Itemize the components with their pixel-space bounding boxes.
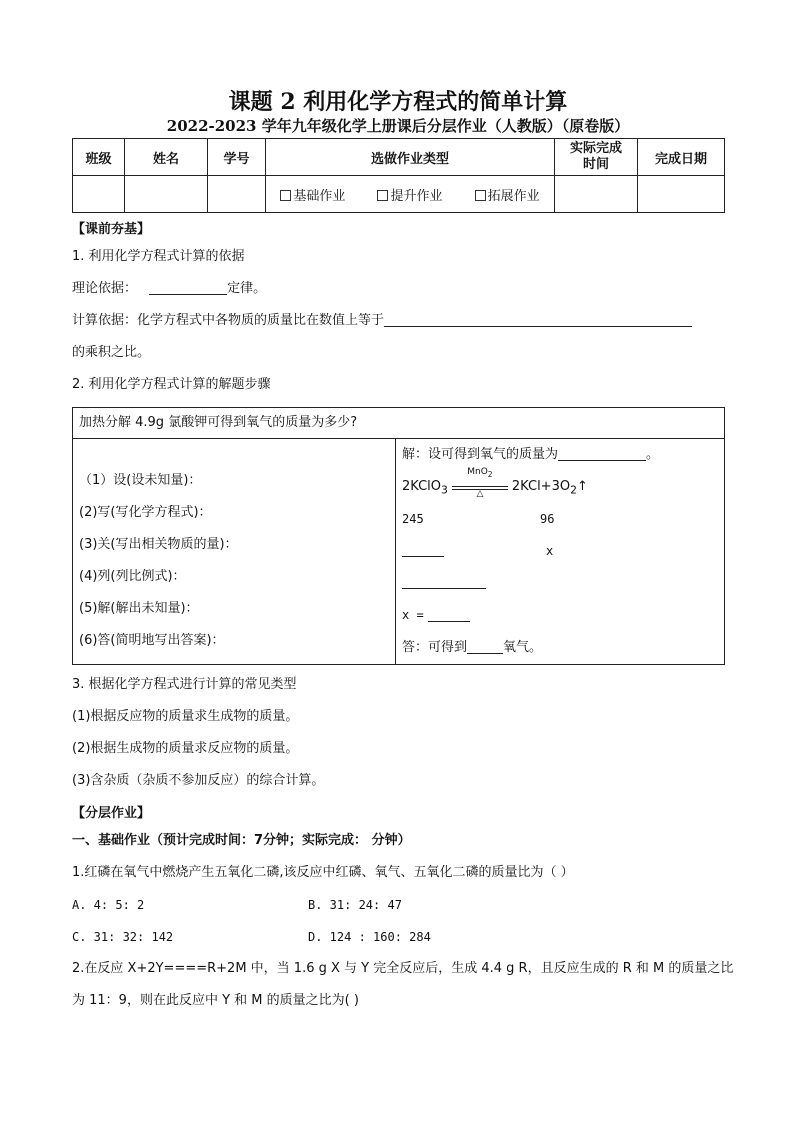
chemical-equation: 2KClO$_3$ MnO$_2$ △ $2KCl+3O_2↑$ [402, 466, 588, 499]
class-cell[interactable] [73, 176, 125, 213]
step-4: (4)列(列比例式)： [79, 569, 186, 584]
date-cell[interactable] [638, 176, 725, 213]
example-question: 加热分解 4.9g 氯酸钾可得到氧气的质量为多少? [73, 408, 725, 439]
basic-heading: 一、基础作业（预计完成时间：7分钟；实际完成： 分钟） [72, 833, 411, 848]
solve-row: x = [402, 599, 718, 632]
example-table [72, 407, 725, 665]
theory-suffix: 定律。 [227, 281, 267, 296]
item-1: 1. 利用化学方程式计算的依据 [72, 249, 245, 264]
solution-blank[interactable] [558, 444, 646, 461]
proportion-row [402, 567, 718, 599]
time-cell[interactable] [555, 176, 638, 213]
solution-intro: 解：设可得到氧气的质量为 。 [402, 439, 718, 471]
homework-heading: 【分层作业】 [72, 806, 151, 821]
heat-symbol: △ [476, 488, 484, 499]
theory-line [72, 273, 724, 305]
mass-row: 245 96 [402, 512, 555, 526]
q1-option-d[interactable]: D. 124 : 160: 284 [308, 930, 431, 944]
equals-line-top [452, 486, 508, 487]
page-subtitle: 2022-2023 学年九年级化学上册课后分层作业（人教版）（原卷版） [166, 117, 630, 135]
q1-options-row-1 [72, 889, 724, 921]
header-date: 完成日期 [638, 139, 725, 176]
answer-row: 答：可得到 氧气。 [402, 632, 718, 664]
item-3: 3. 根据化学方程式进行计算的常见类型 [72, 677, 297, 692]
relation-row: x [402, 535, 718, 567]
proportion-blank[interactable] [402, 572, 486, 589]
option-basic[interactable]: 基础作业 [280, 185, 345, 204]
theory-blank[interactable] [149, 278, 227, 295]
question-2-line-1: 2.在反应 X+2Y====R+2M 中，当 1.6 g X 与 Y 完全反应后，生成 4.4 g R，且反应生成的 R 和 M 的质量之比 [72, 961, 734, 976]
calc-suffix: 的乘积之比。 [72, 345, 151, 360]
header-name: 姓名 [125, 139, 208, 176]
type-options [266, 176, 555, 213]
step-2: (2)写(写化学方程式)： [79, 505, 212, 520]
option-improve[interactable]: 提升作业 [377, 185, 442, 204]
worksheet [72, 88, 734, 1017]
info-table [72, 138, 725, 213]
x-blank[interactable] [428, 605, 470, 622]
header-time-line2: 时间 [582, 157, 609, 172]
question-1: 1.红磷在氧气中燃烧产生五氧化二磷,该反应中红磷、氧气、五氧化二磷的质量比为（ ） [72, 865, 574, 880]
catalyst-label: MnO$_2$ [467, 466, 493, 479]
step-5: (5)解(解出未知量)： [79, 601, 199, 616]
checkbox-icon[interactable] [280, 190, 291, 201]
relation-blank[interactable] [402, 540, 444, 557]
step-3: (3)关(写出相关物质的量)： [79, 537, 238, 552]
header-class: 班级 [73, 139, 125, 176]
calc-line [72, 305, 724, 337]
item-2: 2. 利用化学方程式计算的解题步骤 [72, 377, 271, 392]
gas-arrow-icon: ↑ [576, 479, 588, 494]
type-2: (2)根据生成物的质量求反应物的质量。 [72, 741, 299, 756]
checkbox-icon[interactable] [377, 190, 388, 201]
step-6: (6)答(简明地写出答案)： [79, 633, 225, 648]
calc-label: 计算依据：化学方程式中各物质的质量比在数值上等于 [72, 313, 385, 328]
header-time-line1: 实际完成 [569, 141, 622, 156]
checkbox-icon[interactable] [475, 190, 486, 201]
step-1: （1）设(设未知量)： [79, 473, 202, 488]
type-1: (1)根据反应物的质量求生成物的质量。 [72, 709, 299, 724]
solution-cell [396, 439, 725, 665]
q1-option-c[interactable]: C. 31: 32: 142 [72, 930, 174, 944]
header-type: 选做作业类型 [266, 139, 555, 176]
name-cell[interactable] [125, 176, 208, 213]
calc-blank[interactable] [384, 310, 692, 327]
type-3: (3)含杂质（杂质不参加反应）的综合计算。 [72, 773, 325, 788]
pre-class-heading: 【课前夯基】 [72, 222, 151, 237]
theory-label: 理论依据： [72, 281, 138, 296]
q1-option-a[interactable]: A. 4: 5: 2 [72, 898, 145, 912]
header-time [555, 139, 638, 176]
header-id: 学号 [208, 139, 266, 176]
reaction-condition [450, 466, 510, 499]
page-title: 课题 2 利用化学方程式的简单计算 [228, 89, 568, 115]
answer-blank[interactable] [467, 637, 503, 654]
question-2-line-2: 为 11：9，则在此反应中 Y 和 M 的质量之比为( ) [72, 993, 359, 1008]
steps-cell [73, 439, 396, 665]
q1-options-row-2 [72, 921, 724, 953]
id-cell[interactable] [208, 176, 266, 213]
option-extend[interactable]: 拓展作业 [475, 185, 540, 204]
q1-option-b[interactable]: B. 31: 24: 47 [308, 898, 402, 912]
